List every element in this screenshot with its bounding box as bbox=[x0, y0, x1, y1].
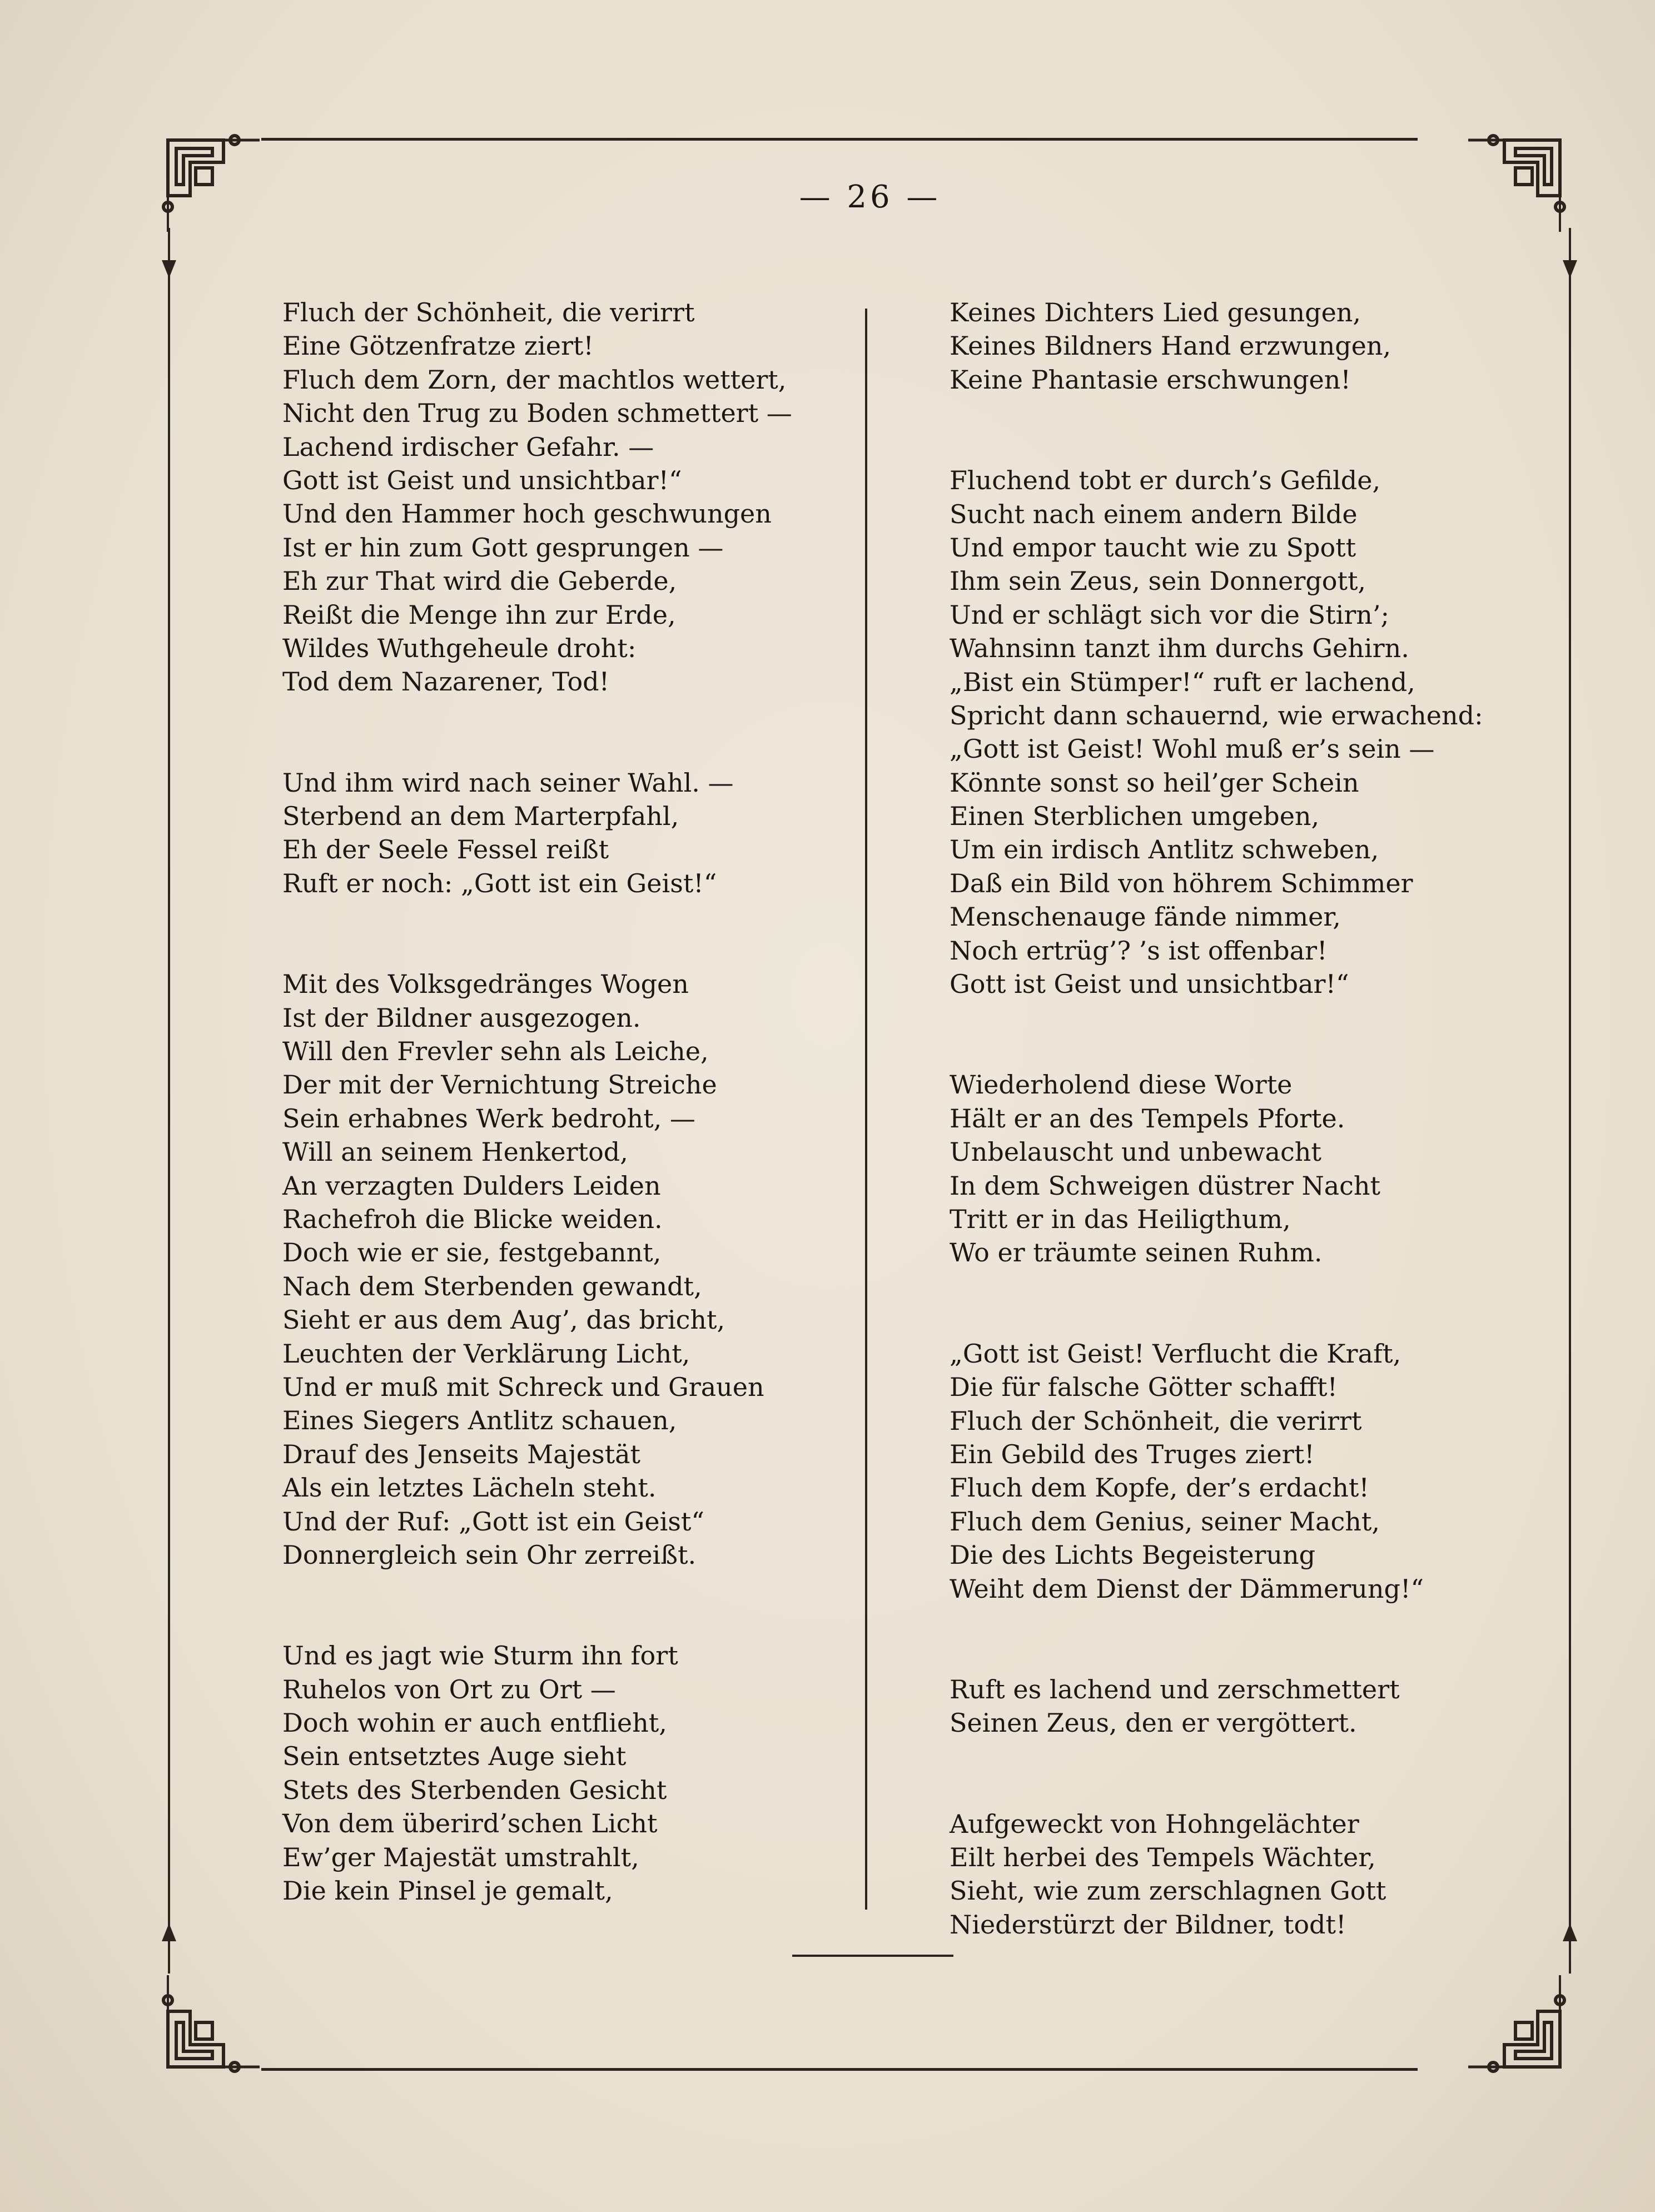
stem-ornament-icon bbox=[1562, 1923, 1578, 1974]
verse-line: Der mit der Vernichtung Streiche bbox=[282, 1070, 717, 1100]
verse-line: Gott ist Geist und unsichtbar!“ bbox=[282, 465, 682, 495]
verse-line: Könnte sonst so heil’ger Schein bbox=[950, 767, 1359, 798]
verse-line: Und er muß mit Schreck und Grauen bbox=[282, 1371, 764, 1402]
verse-line: In dem Schweigen düstrer Nacht bbox=[950, 1170, 1380, 1201]
corner-ornament-icon bbox=[157, 129, 262, 235]
stanza bbox=[950, 296, 1517, 396]
verse-line: Einen Sterblichen umgeben, bbox=[950, 801, 1320, 832]
left-column bbox=[282, 296, 849, 1975]
stanza bbox=[282, 1639, 849, 1907]
page-number: — 26 — bbox=[799, 179, 941, 215]
verse-line: Gott ist Geist und unsichtbar!“ bbox=[950, 969, 1349, 1000]
verse-line: Sucht nach einem andern Bilde bbox=[950, 499, 1358, 529]
right-column bbox=[950, 296, 1517, 2009]
stanza bbox=[282, 967, 849, 1572]
stem-ornament-icon bbox=[161, 1923, 177, 1974]
verse-line: Reißt die Menge ihn zur Erde, bbox=[282, 599, 676, 630]
verse-line: Will den Frevler sehn als Leiche, bbox=[282, 1036, 709, 1067]
stanza bbox=[950, 464, 1517, 1001]
verse-line: „Gott ist Geist! Wohl muß er’s sein — bbox=[950, 734, 1435, 764]
verse-line: Die kein Pinsel je gemalt, bbox=[282, 1876, 613, 1906]
verse-line: Ist der Bildner ausgezogen. bbox=[282, 1002, 641, 1033]
verse-line: Ew’ger Majestät umstrahlt, bbox=[282, 1842, 639, 1872]
stanza bbox=[950, 1807, 1517, 1942]
verse-line: Leuchten der Verklärung Licht, bbox=[282, 1338, 690, 1369]
verse-line: Sieht, wie zum zerschlagnen Gott bbox=[950, 1876, 1386, 1906]
verse-line: Und den Hammer hoch geschwungen bbox=[282, 499, 772, 529]
verse-line: „Bist ein Stümper!“ ruft er lachend, bbox=[950, 667, 1415, 697]
verse-line: Keines Bildners Hand erzwungen, bbox=[950, 331, 1391, 361]
verse-line: Rachefroh die Blicke weiden. bbox=[282, 1204, 663, 1234]
corner-ornament-icon bbox=[157, 1972, 262, 2078]
verse-line: Spricht dann schauernd, wie erwachend: bbox=[950, 700, 1483, 730]
verse-line: Nicht den Trug zu Boden schmettert — bbox=[282, 398, 792, 429]
verse-line: Und er schlägt sich vor die Stirn’; bbox=[950, 599, 1390, 630]
verse-line: Tritt er in das Heiligthum, bbox=[950, 1204, 1291, 1234]
verse-line: Und empor taucht wie zu Spott bbox=[950, 532, 1356, 563]
verse-line: Will an seinem Henkertod, bbox=[282, 1137, 628, 1167]
verse-line: Doch wie er sie, festgebannt, bbox=[282, 1237, 662, 1268]
verse-line: Wiederholend diese Worte bbox=[950, 1070, 1293, 1100]
verse-line: Ihm sein Zeus, sein Donnergott, bbox=[950, 566, 1366, 597]
frame-top-rule bbox=[261, 138, 1418, 141]
verse-line: Weiht dem Dienst der Dämmerung!“ bbox=[950, 1573, 1424, 1604]
verse-line: Fluch dem Zorn, der machtlos wettert, bbox=[282, 364, 787, 395]
verse-line: Daß ein Bild von höhrem Schimmer bbox=[950, 868, 1413, 898]
stem-ornament-icon bbox=[1562, 228, 1578, 278]
verse-line: Um ein irdisch Antlitz schweben, bbox=[950, 834, 1379, 865]
verse-line: Niederstürzt der Bildner, todt! bbox=[950, 1909, 1346, 1940]
verse-line: Menschenauge fände nimmer, bbox=[950, 902, 1341, 932]
frame-right-rule bbox=[1569, 245, 1571, 1968]
verse-line: Stets des Sterbenden Gesicht bbox=[282, 1774, 667, 1805]
verse-line: Eine Götzenfratze ziert! bbox=[282, 331, 594, 361]
stanza bbox=[950, 1337, 1517, 1605]
verse-line: Noch ertrüg’? ’s ist offenbar! bbox=[950, 935, 1328, 966]
stanza bbox=[282, 766, 849, 901]
verse-line: Wahnsinn tanzt ihm durchs Gehirn. bbox=[950, 633, 1409, 664]
verse-line: Drauf des Jenseits Majestät bbox=[282, 1439, 641, 1469]
verse-line: Nach dem Sterbenden gewandt, bbox=[282, 1271, 702, 1301]
verse-line: Die des Lichts Begeisterung bbox=[950, 1540, 1316, 1570]
verse-line: Ruft es lachend und zerschmettert bbox=[950, 1674, 1400, 1704]
verse-line: Fluch der Schönheit, die verirrt bbox=[282, 297, 695, 327]
verse-line: Donnergleich sein Ohr zerreißt. bbox=[282, 1539, 697, 1570]
frame-left-rule bbox=[168, 245, 170, 1968]
verse-line: Aufgeweckt von Hohngelächter bbox=[950, 1808, 1359, 1839]
verse-line: Und der Ruf: „Gott ist ein Geist“ bbox=[282, 1506, 704, 1537]
verse-line: Ruhelos von Ort zu Ort — bbox=[282, 1674, 616, 1704]
verse-line: Und es jagt wie Sturm ihn fort bbox=[282, 1641, 678, 1671]
verse-line: Wildes Wuthgeheule droht: bbox=[282, 633, 637, 663]
frame-bottom-rule bbox=[261, 2068, 1418, 2071]
verse-line: Lachend irdischer Gefahr. — bbox=[282, 431, 654, 462]
verse-line: Fluch dem Genius, seiner Macht, bbox=[950, 1506, 1380, 1537]
verse-line: Fluch der Schönheit, die verirrt bbox=[950, 1405, 1362, 1436]
verse-line: Eilt herbei des Tempels Wächter, bbox=[950, 1842, 1376, 1873]
verse-line: Ist er hin zum Gott gesprungen — bbox=[282, 532, 724, 563]
verse-line: Die für falsche Götter schafft! bbox=[950, 1372, 1338, 1403]
stem-ornament-icon bbox=[161, 228, 177, 278]
verse-line: Als ein letztes Lächeln steht. bbox=[282, 1473, 657, 1503]
verse-line: Unbelauscht und unbewacht bbox=[950, 1137, 1321, 1167]
verse-line: Fluch dem Kopfe, der’s erdacht! bbox=[950, 1473, 1369, 1503]
verse-line: Fluchend tobt er durch’s Gefilde, bbox=[950, 465, 1381, 496]
verse-line: Doch wohin er auch entflieht, bbox=[282, 1708, 667, 1738]
verse-line: Eines Siegers Antlitz schauen, bbox=[282, 1405, 677, 1436]
corner-ornament-icon bbox=[1465, 129, 1571, 235]
verse-line: Sein entsetztes Auge sieht bbox=[282, 1741, 627, 1772]
verse-line: Mit des Volksgedränges Wogen bbox=[282, 969, 689, 1000]
column-divider bbox=[865, 309, 867, 1910]
stanza bbox=[282, 296, 849, 699]
verse-line: An verzagten Dulders Leiden bbox=[282, 1170, 661, 1201]
verse-line: Eh zur That wird die Geberde, bbox=[282, 566, 677, 597]
verse-line: Keines Dichters Lied gesungen, bbox=[950, 297, 1361, 327]
verse-line: Und ihm wird nach seiner Wahl. — bbox=[282, 767, 734, 798]
verse-line: Tod dem Nazarener, Tod! bbox=[282, 667, 610, 697]
verse-line: Von dem überird’schen Licht bbox=[282, 1808, 658, 1839]
verse-line: Keine Phantasie erschwungen! bbox=[950, 364, 1351, 395]
verse-line: Wo er träumte seinen Ruhm. bbox=[950, 1237, 1323, 1268]
verse-line: Seinen Zeus, den er vergöttert. bbox=[950, 1708, 1357, 1738]
verse-line: Ein Gebild des Truges ziert! bbox=[950, 1439, 1315, 1469]
verse-line: Sieht er aus dem Aug’, das bricht, bbox=[282, 1305, 725, 1335]
verse-line: „Gott ist Geist! Verflucht die Kraft, bbox=[950, 1338, 1401, 1369]
stanza bbox=[950, 1068, 1517, 1269]
verse-line: Sein erhabnes Werk bedroht, — bbox=[282, 1103, 695, 1134]
verse-line: Ruft er noch: „Gott ist ein Geist!“ bbox=[282, 868, 717, 898]
bottom-rule bbox=[792, 1955, 953, 1957]
stanza bbox=[950, 1673, 1517, 1740]
verse-line: Hält er an des Tempels Pforte. bbox=[950, 1103, 1345, 1134]
verse-line: Sterbend an dem Marterpfahl, bbox=[282, 801, 679, 832]
verse-line: Eh der Seele Fessel reißt bbox=[282, 834, 609, 865]
